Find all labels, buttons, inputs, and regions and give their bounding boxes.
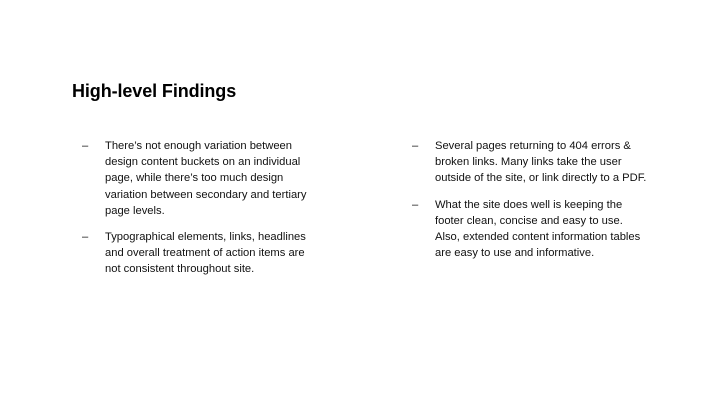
finding-item (82, 138, 332, 219)
bullet-dash-icon: – (82, 140, 89, 152)
finding-item (412, 197, 662, 262)
bullet-dash-icon: – (412, 198, 419, 211)
finding-text: Typographical elements, links, headlines and overall treatment of action items are not consistent throughout site. (105, 231, 306, 276)
bullet-dash-icon: – (412, 140, 419, 152)
finding-item (82, 229, 332, 278)
findings-right-column (412, 138, 662, 271)
finding-text: Several pages returning to 404 errors & broken links. Many links take the user outside of the site, or link directly to a PDF. (435, 140, 647, 185)
finding-item (412, 138, 662, 187)
findings-left-column (82, 138, 332, 288)
bullet-dash-icon: – (82, 231, 89, 244)
finding-text: There’s not enough variation between design content buckets on an individual page, while there’s too much design variation between secondary and tertiary page levels. (105, 140, 307, 217)
finding-text: What the site does well is keeping the footer clean, concise and easy to use. Also, extended content information tables are easy to use and informative. (435, 198, 641, 260)
slide-title: High-level Findings (72, 81, 237, 101)
